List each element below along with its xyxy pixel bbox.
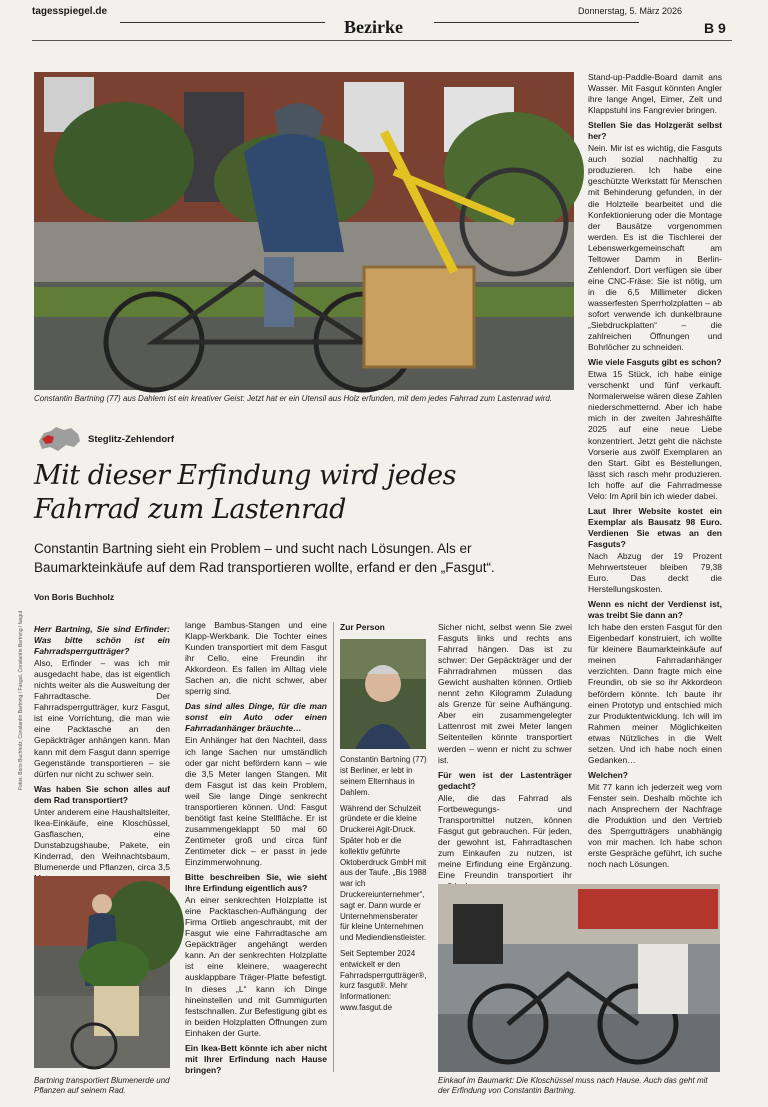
question: Was haben Sie schon alles auf dem Rad transportiert? bbox=[34, 783, 170, 805]
district-name: Steglitz-Zehlendorf bbox=[88, 433, 175, 445]
portrait-photo bbox=[340, 639, 426, 749]
answer: lange Bambus-Stangen und eine Klapp-Werkbank. Die Tochter eines Kunden transportiert mit dem Fasgut ihr Cello, eine Freundin ihr Akkordeon. Es fallen im Alltag viele Sachen an, die nicht schwer, aber sperrig sind. bbox=[185, 620, 327, 697]
column-5 bbox=[588, 72, 722, 878]
question: Wenn es nicht der Verdienst ist, was treibt Sie dann an? bbox=[588, 599, 722, 621]
answer: Sicher nicht, selbst wenn Sie zwei Fasguts links und rechts ans Fahrrad hängen. Das ist zu schwer: Der Gepäckträger und der Fahrradrahmen müssen das Gewicht aushalten können. Ortlieb nennt zehn Kilogramm Zuladung als Grenze für seine Aufhängung. Aber ein zusammengelegter Lattenrost mit zwei Meter langen Seitenteilen könnte transportiert werden – wenn er nicht zu schwer ist. bbox=[438, 622, 572, 765]
question: Stellen Sie das Holzgerät selbst her? bbox=[588, 120, 722, 142]
column-4 bbox=[438, 622, 572, 881]
article-headline: Mit dieser Erfindung wird jedes Fahrrad zum Lastenrad bbox=[34, 460, 456, 525]
person-sidebar bbox=[340, 622, 428, 1082]
page-number: B 9 bbox=[704, 20, 726, 36]
answer: Mit 77 kann ich jederzeit weg vom Fenster sein. Deshalb möchte ich nach Ansprechern der Nachfrage die Produktion und den Vertrieb des Sperrgutträgers unabhängig von mir machen. Ich habe schon erste Gespräche geführt, ich suche noch nach Lösungen. bbox=[588, 781, 722, 870]
column-2 bbox=[185, 620, 327, 1098]
answer: Etwa 15 Stück, ich habe einige verschenkt und fünf verkauft. Normalerweise wären diese Zahlen niederschmetternd. Aber ich habe mich in der zweiten Jahreshälfte 2025 auf eine neue Liebe konzentriert. Jetzt geht die nächste Vorserie aus zwölf Exemplaren an den Start. Gibt es Bestellungen, lässt sich rasch mehr produzieren. Ich hoffe auf die Fahrradmesse Velo: Im April bin ich wieder dabei. bbox=[588, 369, 722, 501]
answer: An einer senkrechten Holzplatte ist eine Packtaschen-Aufhängung der Firma Ortlieb angeschraubt, mit der Fasgut wie eine Fahrradtasche am Gepäckträger angehängt werden kann. An der senkrechten Holzplatte ist eine kleinere, waagerecht ausklappbare Träger-Platte befestigt. In dieses „L“ kann ich Dinge hineinstellen und mit Gummigurten festschnallen. Zur Befestigung gibt es in beiden Holzplatten Öffnungen zum Einhaken der Gurte. bbox=[185, 895, 327, 1038]
sidebar-text: Während der Schulzeit gründete er die kleine Druckerei Agit-Druck. Später hob er die kollektiv geführte Oktoberdruck GmbH mit aus der Taufe. „Bis 1988 war ich Druckereiunternehmer“, sagt er. Dann wurde er Unternehmensberater für kleine Unternehmen und Mediendienstleister. bbox=[340, 803, 427, 943]
answer: Alle, die das Fahrrad als Fortbewegungs- und Transportmittel nutzen, können Fasgut gut gebrauchen. Für jeden, der gewohnt ist, Fahrradtaschen zum Einkaufen zu nutzen, ist meine Erfindung eine Ergänzung. Eine Freundin transportiert ihr bbox=[438, 792, 572, 881]
header-rule-left bbox=[120, 22, 325, 23]
answer: Ich habe den ersten Fasgut für den Eigenbedarf konstruiert, ich wollte für kleinere Baumarkteinkäufe auf meinen Fahrradanhänger verzichten. Dann fragte mich eine Freundin, ob sie so ihr Akkordeon befördern könnte. Ich baute ihr einen Prototyp und entschied mich zur Produktentwicklung. Ich will im Rahmen meiner Möglichkeiten etwas Nützliches in die Welt setzen. Und ich habe noch einen Gedanken… bbox=[588, 622, 722, 765]
sidebar-text: Constantin Bartning (77) ist Berliner, er lebt in seinem Elternhaus in Dahlem. bbox=[340, 755, 427, 797]
photo-credits: Fotos: Boris Buchholz, Constantin Bartning / Fasgut, Constantin Bartning / fasgut bbox=[18, 610, 24, 790]
answer: Nein. Mir ist es wichtig, die Fasguts auch sozial nachhaltig zu produzieren. Ich habe eine geschützte Werkstatt für Menschen mit Behinderung gefunden, in der die Holzteile bearbeitet und die Konfektionierung oder die Montage der Bausätze vorgenommen werden. Es ist die Tischlerei der Lebenswerkgemeinschaft am Teltower Damm in Berlin-Zehlendorf. Dort verfügen sie über eine CNC-Fräse: Sie ist nötig, um in die 6,5 Millimeter dicken wasserfesten Sperrholzplatten – ab sofort verwende ich dunkelbraune „Siebdruckplatten“ – die zahlreichen Öffnungen und Bohrlöcher zu schneiden. bbox=[588, 143, 722, 353]
answer: Nach Abzug der 19 Prozent Mehrwertsteuer bleiben 79,38 Euro. Das deckt die Herstellungskosten. bbox=[588, 550, 722, 595]
header-bottom-rule bbox=[32, 40, 732, 41]
flower-photo-caption: Bartning transportiert Blumenerde und Pflanzen auf seinem Rad. bbox=[34, 1076, 170, 1096]
store-photo-caption: Einkauf im Baumarkt: Die Kloschüssel muss nach Hause. Auch das geht mit der Erfindung von Constantin Bartning. bbox=[438, 1076, 708, 1096]
issue-date: Donnerstag, 5. März 2026 bbox=[578, 6, 683, 16]
answer: Ein Anhänger hat den Nachteil, dass ich lange Sachen nur umständlich oder gar nicht befördern kann – wie die 3,5 Meter langen Stangen. Mit dem Fasgut ist das kein Problem, weil Sie lange Dinge senkrecht transportieren können. Und: Fasgut benötigt fast keine Stellfläche. Er ist zusammengeklappt 50 mal 60 Zentimeter groß und circa fünf Zentimeter dick – er passt in jede Einzimmerwohnung. bbox=[185, 735, 327, 867]
sidebar-text: Seit September 2024 entwickelt er den Fahrradsperrgutträger®, kurz fasgut®. Mehr Informationen: www.fasgut.de bbox=[340, 949, 427, 1012]
main-photo-caption: Constantin Bartning (77) aus Dahlem ist ein kreativer Geist: Jetzt hat er ein Utensil aus Holz erfunden, mit dem jedes Fahrrad zum Lastenrad wird. bbox=[34, 394, 553, 403]
answer: Unter anderem eine Haushaltsleiter, Ikea-Einkäufe, eine Kloschüssel, Gasflaschen, eine Dunstabzugshaube, Pakete, ein Kinderrad, den Weihnachtsbaum, Blumenerde und Pflanzen, circa 3,5 bbox=[34, 806, 170, 872]
section-title: Bezirke bbox=[344, 17, 403, 37]
column-1 bbox=[34, 620, 170, 872]
article-subhead: Constantin Bartning sieht ein Problem – und sucht nach Lösungen. Als er Baumarkteinkäufe auf dem Rad transportieren wollte, erfand er den „Fasgut“. bbox=[34, 541, 495, 575]
question: Welchen? bbox=[588, 769, 628, 780]
sidebar-title: Zur Person bbox=[340, 622, 385, 632]
answer: Stand-up-Paddle-Board damit ans Wasser. Mit Fasgut könnten Angler ihre lange Angel, Eimer, Zelt und Klappstuhl ins Fangrevier bringen. bbox=[588, 72, 722, 116]
question: Ein Ikea-Bett könnte ich aber nicht mit Ihrer Erfindung nach Hause bringen? bbox=[185, 1042, 327, 1075]
answer: Also, Erfinder – was ich mir ausgedacht habe, das ist eigentlich nichts weiter als die Ausweitung der Fahrradtasche. Der Fahrradsperrgutträger, kurz Fasgut, ist eine Vorrichtung, die man wie eine Packtasche an den Gepäckträger anhängen kann. Man kann mit dem Fasgut dann sperrige Gegenstände transportieren – sie dürfen nur nicht zu schwer sein. bbox=[34, 658, 170, 779]
district-map-icon bbox=[36, 425, 82, 453]
question: Das sind alles Dinge, für die man sonst ein Auto oder einen Fahrradanhänger bräuchte… bbox=[185, 701, 327, 734]
district-kicker bbox=[36, 425, 174, 453]
site-name: tagesspiegel.de bbox=[32, 6, 108, 17]
question: Für wen ist der Lastenträger gedacht? bbox=[438, 769, 572, 791]
question: Bitte beschreiben Sie, wie sieht Ihre Erfindung eigentlich aus? bbox=[185, 872, 327, 894]
sidebar-rule bbox=[333, 622, 334, 1072]
main-photo bbox=[34, 72, 574, 390]
question: Laut Ihrer Website kostet ein Exemplar als Bausatz 98 Euro. Verdienen Sie etwas an den Fasguts? bbox=[588, 505, 722, 549]
flower-transport-photo bbox=[34, 876, 170, 1068]
byline: Von Boris Buchholz bbox=[34, 592, 115, 602]
question: Wie viele Fasguts gibt es schon? bbox=[588, 357, 722, 368]
hardware-store-photo bbox=[438, 884, 720, 1072]
question: Herr Bartning, Sie sind Erfinder: Was bitte schön ist ein Fahrradsperrgutträger? bbox=[34, 624, 170, 657]
header-rule-right bbox=[434, 22, 639, 23]
